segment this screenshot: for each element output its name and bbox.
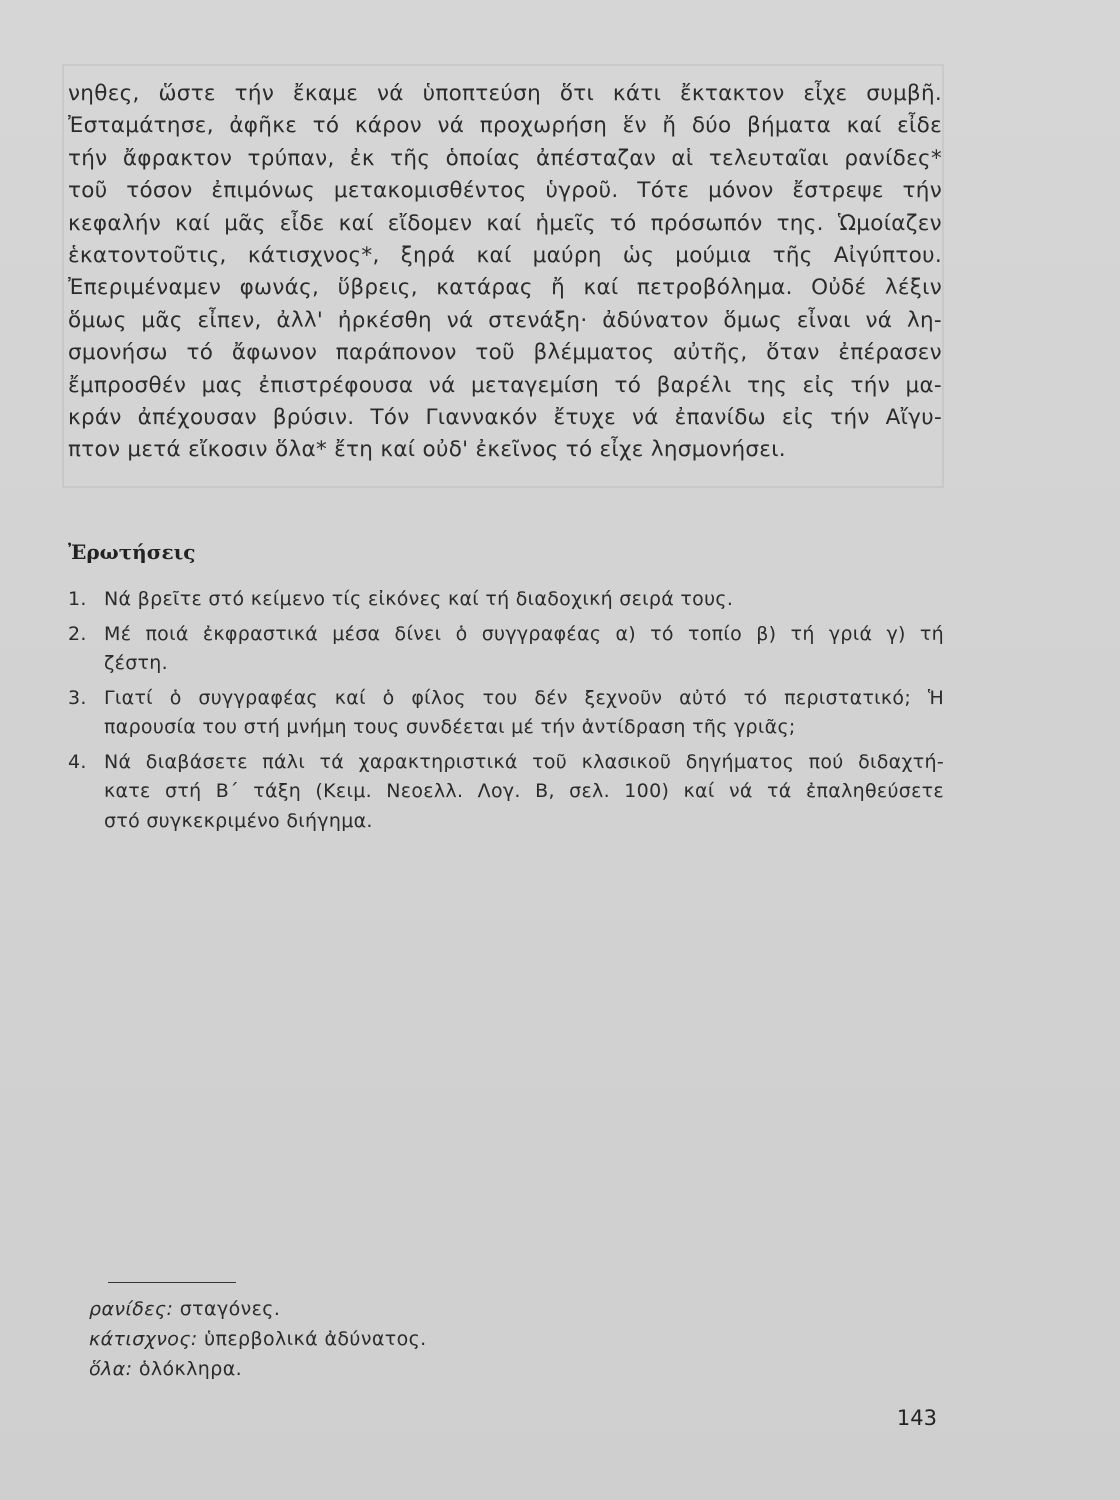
footnote-divider [108, 1282, 236, 1283]
footnote-definition: ὑπερβολικά ἀδύνατος. [204, 1328, 427, 1350]
question-item [68, 684, 944, 743]
footnote-item [89, 1294, 427, 1324]
question-line: Νά διαβάσετε πάλι τά χαρακτηριστικά τοῦ κλασικοῦ δηγήματος πού διδαχτή- [104, 750, 944, 773]
story-line: νηθες, ὥστε τήν ἔκαμε νά ὑποπτεύση ὅτι κάτι ἔκτακτον εἶχε συμβῆ. [68, 81, 942, 106]
question-number: 4. [68, 750, 87, 773]
question-item [68, 585, 944, 615]
footnote-term: ὅλα: [89, 1358, 133, 1380]
questions-heading: Ἐρωτήσεις [68, 540, 196, 564]
question-line: Μέ ποιά ἐκφραστικά μέσα δίνει ὁ συγγραφέας α) τό τοπίο β) τή γριά γ) τή [104, 622, 944, 645]
story-text [68, 78, 942, 467]
footnote-term: ρανίδες: [89, 1298, 174, 1320]
question-line: ζέστη. [104, 652, 168, 674]
story-line: τοῦ τόσον ἐπιμόνως μετακομισθέντος ὑγροῦ. Τότε μόνον ἔστρεψε τήν [68, 178, 942, 204]
story-line: ἔμπροσθέν μας ἐπιστρέφουσα νά μεταγεμίση τό βαρέλι της εἰς τήν μα- [68, 372, 942, 398]
story-line: Ἐσταμάτησε, ἀφῆκε τό κάρον νά προχωρήση ἕν ἤ δύο βήματα καί εἶδε [68, 113, 942, 139]
story-line: τήν ἄφρακτον τρύπαν, ἐκ τῆς ὁποίας ἀπέσταζαν αἱ τελευταῖαι ρανίδες* [68, 145, 942, 171]
story-line: ὅμως μᾶς εἶπεν, ἀλλ' ἠρκέσθη νά στενάξη· ἀδύνατον ὅμως εἶναι νά λη- [68, 307, 942, 333]
question-number: 3. [68, 686, 87, 709]
story-line: πτον μετά εἴκοσιν ὅλα* ἔτη καί οὐδ' ἐκεῖνος τό εἶχε λησμονήσει. [68, 437, 786, 463]
footnote-definition: σταγόνες. [179, 1298, 281, 1320]
questions-list [68, 585, 944, 841]
question-number: 2. [68, 622, 87, 645]
question-line: κατε στή Β΄ τάξη (Κειμ. Νεοελλ. Λογ. Β, σελ. 100) καί νά τά ἐπαληθεύσετε [104, 780, 944, 802]
question-item [68, 620, 944, 679]
story-line: Ἐπεριμέναμεν φωνάς, ὕβρεις, κατάρας ἤ καί πετροβόλημα. Οὐδέ λέξιν [68, 275, 942, 301]
footnote-item [89, 1354, 427, 1384]
footnote-term: κάτισχνος: [89, 1328, 198, 1350]
question-line: Γιατί ὁ συγγραφέας καί ὁ φίλος του δέν ξεχνοῦν αὐτό τό περιστατικό; Ἡ [104, 686, 944, 709]
question-number: 1. [68, 588, 87, 610]
footnotes [89, 1294, 427, 1384]
question-line: Νά βρεῖτε στό κείμενο τίς εἰκόνες καί τή διαδοχική σειρά τους. [104, 588, 734, 610]
story-line: ἑκατοντοῦτις, κάτισχνος*, ξηρά καί μαύρη ὡς μούμια τῆς Αἰγύπτου. [68, 243, 942, 269]
question-line: παρουσία του στή μνήμη τους συνδέεται μέ τήν ἀντίδραση τῆς γριᾶς; [104, 716, 796, 738]
question-line: στό συγκεκριμένο διήγημα. [104, 809, 373, 832]
question-item [68, 748, 944, 837]
story-line: κεφαλήν καί μᾶς εἶδε καί εἴδομεν καί ἡμεῖς τό πρόσωπόν της. Ὡμοίαζεν [68, 210, 942, 236]
story-line: κράν ἀπέχουσαν βρύσιν. Τόν Γιαννακόν ἔτυχε νά ἐπανίδω εἰς τήν Αἴγυ- [68, 405, 942, 431]
page-number: 143 [896, 1406, 937, 1430]
footnote-definition: ὁλόκληρα. [138, 1358, 243, 1380]
story-line: σμονήσω τό ἄφωνον παράπονον τοῦ βλέμματος αὐτῆς, ὅταν ἐπέρασεν [68, 340, 942, 366]
footnote-item [89, 1324, 427, 1354]
